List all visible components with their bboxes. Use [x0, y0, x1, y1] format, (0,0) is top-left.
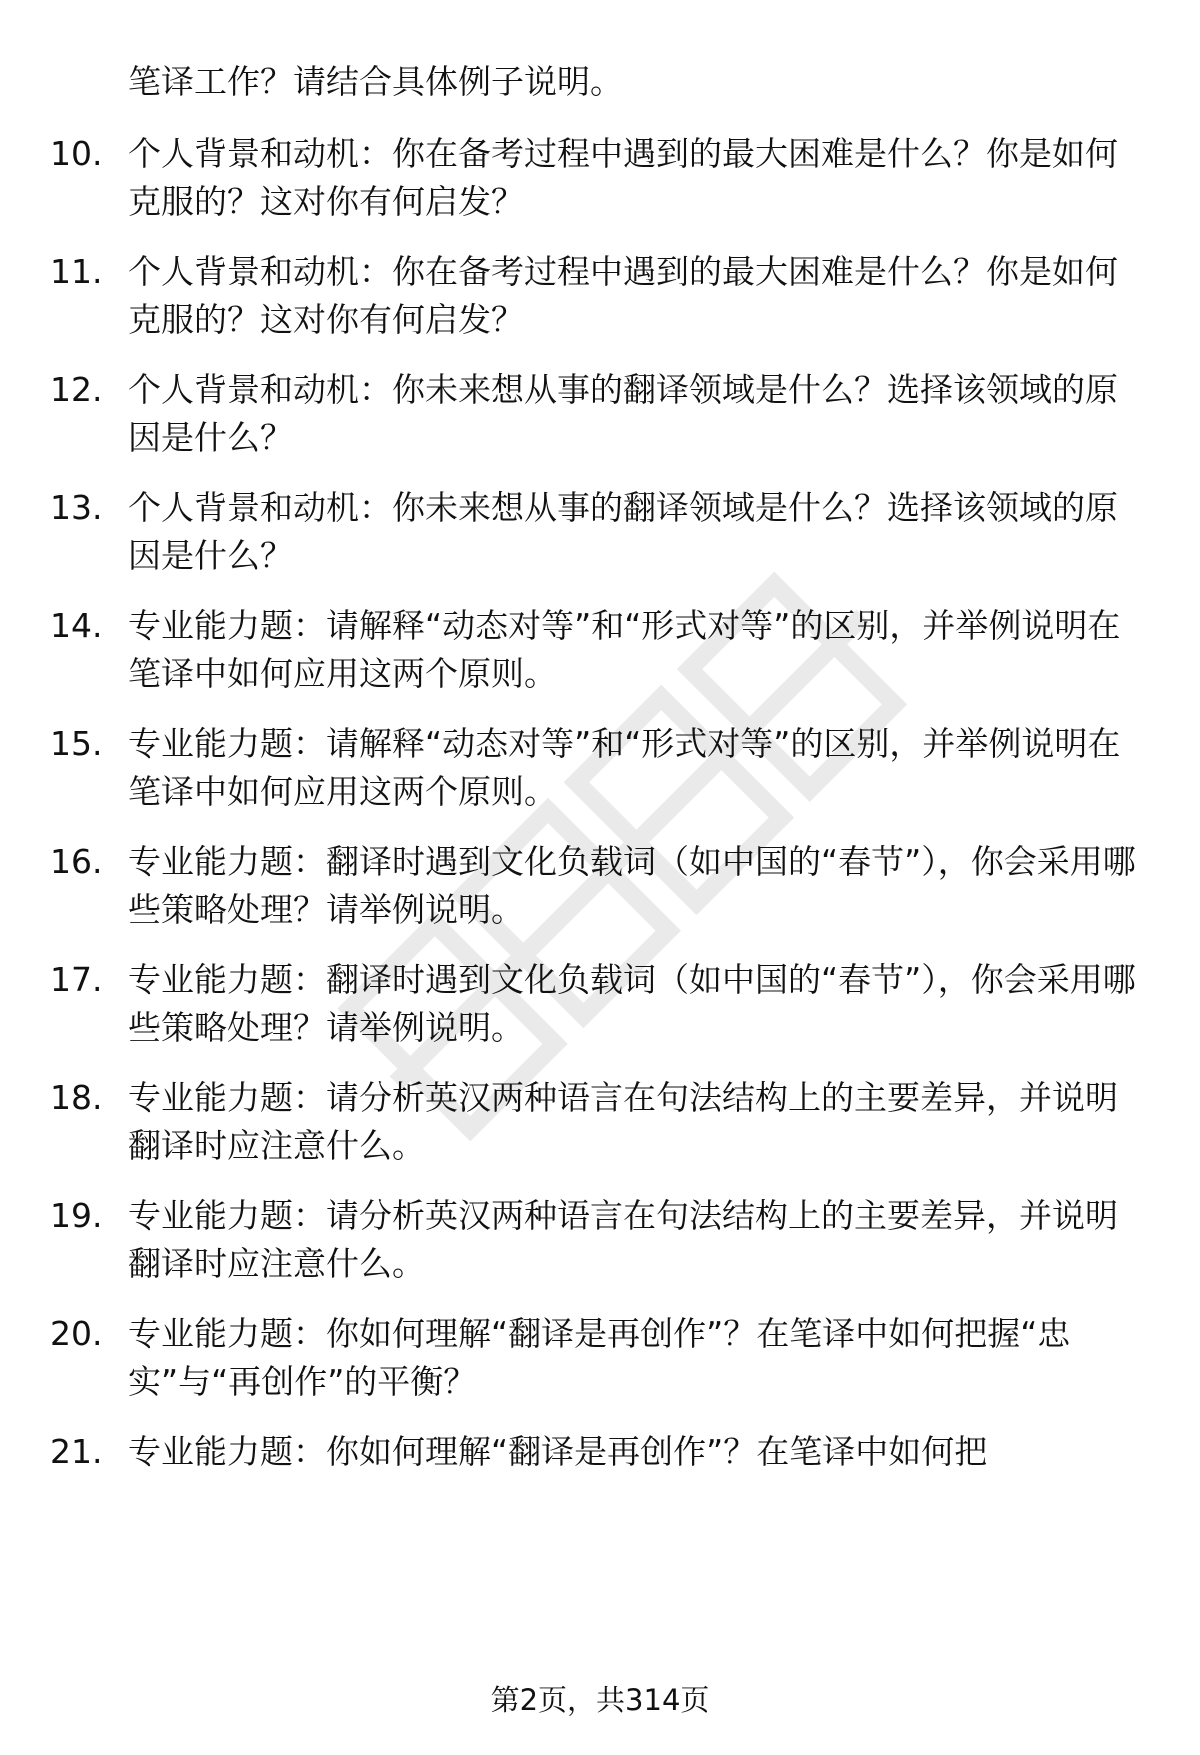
item-number: 15.	[50, 724, 103, 763]
item-number: 20.	[50, 1314, 103, 1353]
item-number: 11.	[50, 252, 103, 291]
list-item	[50, 248, 1140, 344]
list-item	[50, 366, 1140, 462]
list-item	[50, 130, 1140, 226]
list-item	[50, 838, 1140, 934]
item-text: 专业能力题：你如何理解“翻译是再创作”？在笔译中如何把	[128, 1432, 988, 1471]
item-number: 16.	[50, 842, 103, 881]
item-number: 14.	[50, 606, 103, 645]
item-text: 个人背景和动机：你在备考过程中遇到的最大困难是什么？你是如何克服的？这对你有何启发？	[128, 134, 1118, 221]
list-item	[50, 720, 1140, 816]
list-item	[50, 1074, 1140, 1170]
item-text: 专业能力题：翻译时遇到文化负载词（如中国的“春节”），你会采用哪些策略处理？请举例说明。	[128, 842, 1136, 929]
item-number: 10.	[50, 134, 103, 173]
item-text: 专业能力题：请分析英汉两种语言在句法结构上的主要差异，并说明翻译时应注意什么。	[128, 1078, 1118, 1165]
item-number: 13.	[50, 488, 103, 527]
item-number: 18.	[50, 1078, 103, 1117]
item-number: 12.	[50, 370, 103, 409]
item-text: 个人背景和动机：你未来想从事的翻译领域是什么？选择该领域的原因是什么？	[128, 370, 1118, 457]
list-item	[50, 1192, 1140, 1288]
item-text: 专业能力题：翻译时遇到文化负载词（如中国的“春节”），你会采用哪些策略处理？请举例说明。	[128, 960, 1136, 1047]
item-text: 个人背景和动机：你未来想从事的翻译领域是什么？选择该领域的原因是什么？	[128, 488, 1118, 575]
item-text: 专业能力题：你如何理解“翻译是再创作”？在笔译中如何把握“忠实”与“再创作”的平衡？	[128, 1314, 1071, 1401]
list-item	[50, 484, 1140, 580]
item-number: 21.	[50, 1432, 103, 1471]
item-text: 专业能力题：请分析英汉两种语言在句法结构上的主要差异，并说明翻译时应注意什么。	[128, 1196, 1118, 1283]
item-text: 专业能力题：请解释“动态对等”和“形式对等”的区别，并举例说明在笔译中如何应用这两个原则。	[128, 606, 1121, 693]
item-number: 17.	[50, 960, 103, 999]
list-item	[50, 956, 1140, 1052]
item-number: 19.	[50, 1196, 103, 1235]
list-item	[50, 602, 1140, 698]
continuation-text: 笔译工作？请结合具体例子说明。	[128, 62, 623, 101]
list-item	[50, 1310, 1140, 1406]
page-footer: 第2页，共314页	[490, 1683, 710, 1717]
item-text: 个人背景和动机：你在备考过程中遇到的最大困难是什么？你是如何克服的？这对你有何启发？	[128, 252, 1118, 339]
list-item	[50, 1428, 1140, 1476]
item-text: 专业能力题：请解释“动态对等”和“形式对等”的区别，并举例说明在笔译中如何应用这两个原则。	[128, 724, 1121, 811]
